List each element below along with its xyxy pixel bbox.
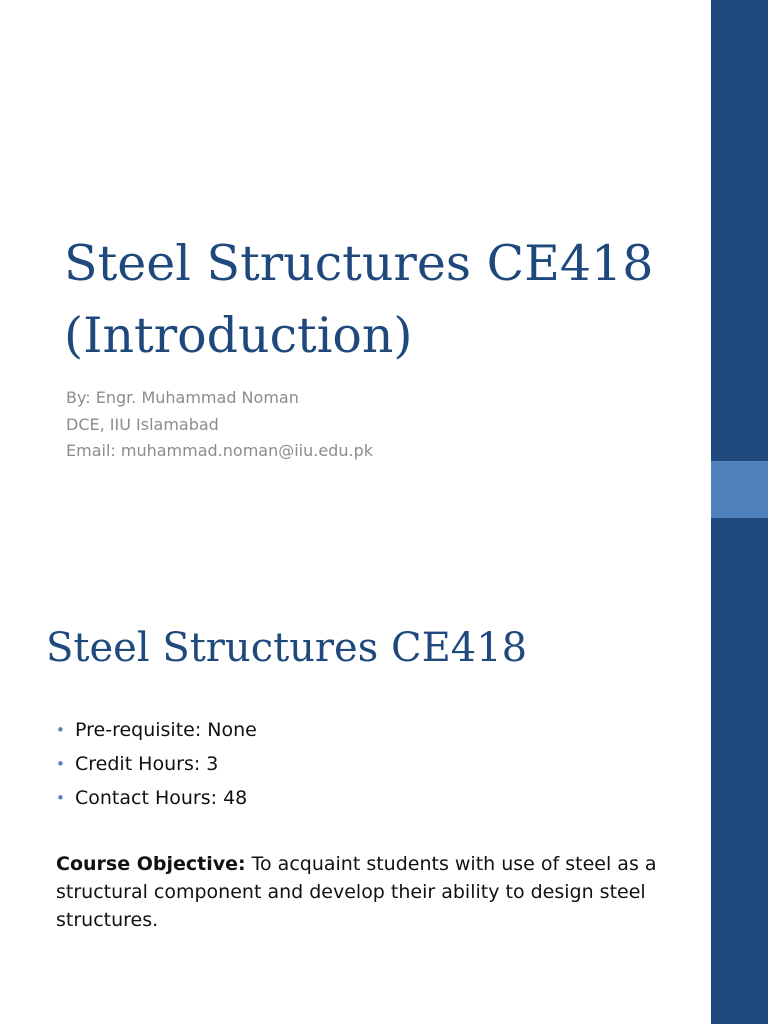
department-line: DCE, IIU Islamabad	[66, 414, 219, 434]
content-heading: Steel Structures CE418	[46, 625, 528, 671]
list-item-text: Contact Hours: 48	[75, 787, 248, 809]
course-info-list	[56, 713, 257, 815]
slide-title-line: Steel Structures CE418	[64, 235, 654, 292]
list-item	[56, 713, 257, 747]
bullet-icon: •	[56, 755, 65, 773]
slide-subtitle	[66, 385, 686, 465]
objective-label: Course Objective:	[56, 853, 246, 875]
content-slide	[0, 576, 711, 1024]
slide-title-line: (Introduction)	[64, 307, 413, 364]
accent-bar-lower	[711, 576, 768, 1024]
author-line: By: Engr. Muhammad Noman	[66, 388, 299, 407]
email-line: Email: muhammad.noman@iiu.edu.pk	[66, 441, 373, 460]
list-item-text: Credit Hours: 3	[75, 753, 219, 775]
slide-title	[64, 228, 704, 372]
list-item	[56, 781, 257, 815]
course-objective	[56, 850, 676, 934]
bullet-icon: •	[56, 789, 65, 807]
list-item	[56, 747, 257, 781]
bullet-icon: •	[56, 721, 65, 739]
list-item-text: Pre-requisite: None	[75, 719, 257, 741]
objective-text: To acquaint students with use of steel as a structural component and develop their ability to design steel structures.	[56, 853, 657, 931]
